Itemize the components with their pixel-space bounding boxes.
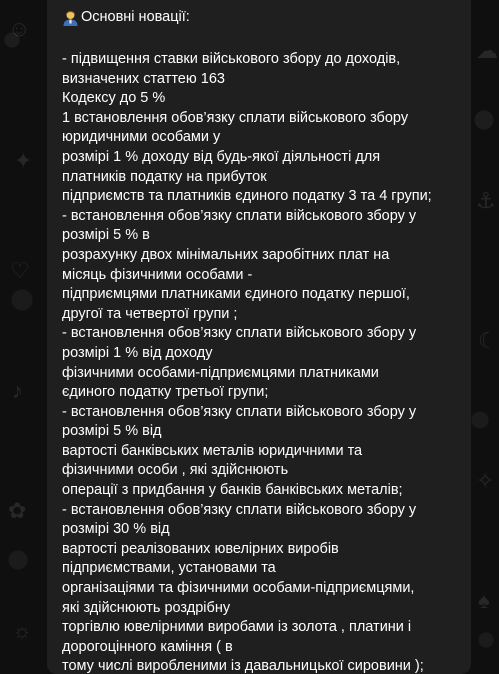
message-line: операції з придбання у банків банківських металів; xyxy=(62,482,403,499)
message-line: дорогоцінного каміння ( в xyxy=(62,638,233,655)
doodle-cat-icon: ☺ xyxy=(8,16,31,41)
message-line: - підвищення ставки військового збору до доходів, xyxy=(62,51,401,67)
message-line: фізичними особи , які здійснюють xyxy=(62,462,289,479)
message-line: розмірі 30 % від xyxy=(62,521,170,538)
message-line: юридичними особами у xyxy=(62,129,221,146)
message-body xyxy=(62,50,461,674)
message-line: торгівлю ювелірними виробами із золота , платини і xyxy=(62,619,412,636)
message-line: платників податку на прибуток xyxy=(62,168,267,185)
message-line: підприємцями платниками єдиного податку першої, xyxy=(62,286,410,303)
message-line: розмірі 1 % від доходу xyxy=(62,344,213,361)
doodle-sun-icon: ☼ xyxy=(12,618,33,643)
message-line: організаціями та фізичними особами-підприємцями, xyxy=(62,580,415,597)
message-line: підприємств та платників єдиного податку 3 та 4 групи; xyxy=(62,188,432,205)
message-line: - встановлення обов’язку сплати військового збору у xyxy=(62,207,417,224)
message-line: вартості банківських металів юридичними та xyxy=(62,442,363,459)
message-line: 1 встановлення обов’язку сплати військового збору xyxy=(62,109,409,126)
doodle-star-icon: ✦ xyxy=(14,148,33,173)
message-line: визначених статтею 163 xyxy=(62,70,225,87)
doodle-spade-icon: ♠ xyxy=(478,588,490,613)
message-line: розмірі 1 % доходу від будь-якої діяльності для xyxy=(62,148,381,165)
person-emoji-icon xyxy=(62,9,79,26)
message-line: другої та четвертої групи ; xyxy=(62,305,238,322)
message-bubble[interactable] xyxy=(47,0,471,674)
doodle-star2-icon: ✧ xyxy=(476,468,495,493)
message-line: розмірі 5 % від xyxy=(62,423,162,440)
doodle-heart-icon: ♡ xyxy=(10,258,30,283)
message-line: місяць фізичними особами - xyxy=(62,266,253,283)
message-line: підприємствами, установами та xyxy=(62,560,276,577)
doodle-flower-icon: ✿ xyxy=(8,498,27,523)
message-heading xyxy=(62,6,461,28)
doodle-cloud-icon: ☁ xyxy=(476,38,498,63)
message-line: які здійснюють роздрібну xyxy=(62,599,231,616)
message-line: - встановлення обов’язку сплати військового збору у xyxy=(62,325,417,342)
doodle-note-icon: ♪ xyxy=(12,378,23,403)
message-line: вартості реалізованих ювелірних виробів xyxy=(62,540,339,557)
doodle-anchor-icon: ⚓ xyxy=(476,188,496,213)
message-line: розрахунку двох мінімальних заробітних плат на xyxy=(62,246,390,263)
message-line: - встановлення обов’язку сплати військового збору у xyxy=(62,403,417,420)
message-line: - встановлення обов’язку сплати військового збору у xyxy=(62,501,417,518)
message-line: фізичними особами-підприємцями платниками xyxy=(62,364,379,381)
message-line: розмірі 5 % в xyxy=(62,227,150,244)
heading-text: Основні новації: xyxy=(81,9,190,25)
message-line: тому числі виробленими із давальницької сировини ); xyxy=(62,658,424,674)
doodle-moon-icon: ☾ xyxy=(478,328,498,353)
message-line: Кодексу до 5 % xyxy=(62,90,166,107)
message-line: єдиного податку третьої групи; xyxy=(62,384,269,401)
